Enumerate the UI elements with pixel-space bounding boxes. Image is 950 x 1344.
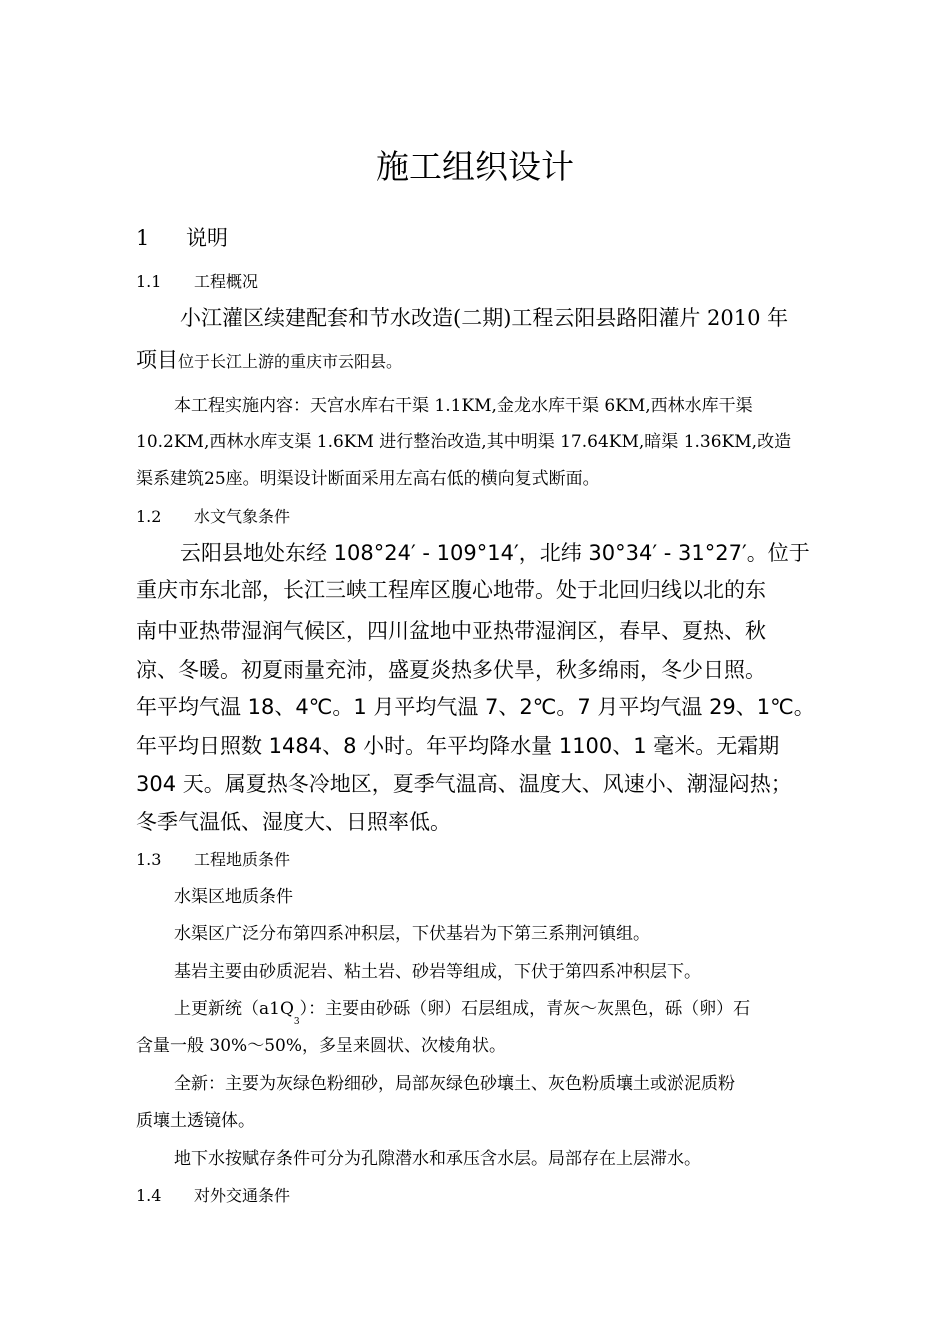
geology-line-3-b: ）：主要由砂砾（卵）石层组成，青灰～灰黑色，砾（卵）石 [299,999,751,1019]
page-title: 施工组织设计 [376,147,574,186]
section-1-3-heading: 工程地质条件 [194,850,291,869]
section-1-4-number: 1.4 [136,1186,162,1205]
geology-line-1: 水渠区广泛分布第四系冲积层，下伏基岩为下第三系荆河镇组。 [174,924,650,944]
section-1-number: 1 [136,226,150,250]
geology-line-3 [174,999,751,1027]
para2-line3: 渠系建筑25座。明渠设计断面采用左高右低的横向复式断面。 [136,469,600,489]
climate-line-7: 304 天。属夏热冬冷地区，夏季气温高、温度大、风速小、潮湿闷热； [136,772,792,796]
geology-line-7: 地下水按赋存条件可分为孔隙潜水和承压含水层。局部存在上层滞水。 [174,1149,701,1169]
geology-line-3-a: 上更新统（a1Q [174,999,294,1019]
geology-line-4: 含量一般 30%～50%，多呈来圆状、次棱角状。 [136,1036,506,1056]
section-1-heading: 说明 [186,226,228,250]
climate-line-3: 南中亚热带湿润气候区，四川盆地中亚热带湿润区，春早、夏热、秋 [136,619,766,643]
climate-line-1: 云阳县地处东经 108°24′ - 109°14′，北纬 30°34′ - 31°27′。位于 [180,541,810,565]
para1-line2 [136,350,402,371]
geology-line-5: 全新：主要为灰绿色粉细砂，局部灰绿色砂壤土、灰色粉质壤土或淤泥质粉 [174,1074,735,1094]
section-1-3-number: 1.3 [136,850,162,869]
climate-line-6: 年平均日照数 1484、8 小时。年平均降水量 1100、1 毫米。无霜期 [136,734,780,758]
climate-line-8: 冬季气温低、湿度大、日照率低。 [136,810,451,834]
climate-line-5: 年平均气温 18、4℃。1 月平均气温 7、2℃。7 月平均气温 29、1℃。 [136,695,815,719]
para1-line2-rest: 位于长江上游的重庆市云阳县。 [178,352,403,371]
para2-line1: 本工程实施内容：天宫水库右干渠 1.1KM,金龙水库干渠 6KM,西林水库干渠 [174,396,753,416]
geology-line-2: 基岩主要由砂质泥岩、粘土岩、砂岩等组成，下伏于第四系冲积层下。 [174,962,701,982]
section-1-1-number: 1.1 [136,272,162,291]
geology-line-6: 质壤土透镜体。 [136,1111,255,1131]
section-1-2-heading: 水文气象条件 [194,507,291,526]
para2-line2: 10.2KM,西林水库支渠 1.6KM 进行整治改造,其中明渠 17.64KM,暗渠 1.36KM,改造 [136,432,792,452]
geology-line-3-subscript: 3 [293,1017,300,1027]
geology-subheading: 水渠区地质条件 [174,887,293,907]
para1-line1: 小江灌区续建配套和节水改造(二期)工程云阳县路阳灌片 2010 年 [180,306,789,330]
section-1-4-heading: 对外交通条件 [194,1186,291,1205]
section-1-2-number: 1.2 [136,507,162,526]
para1-line2-big: 项目 [136,348,178,372]
section-1-1-heading: 工程概况 [194,272,259,291]
climate-line-2: 重庆市东北部，长江三峡工程库区腹心地带。处于北回归线以北的东 [136,578,766,602]
climate-line-4: 凉、冬暖。初夏雨量充沛，盛夏炎热多伏旱，秋多绵雨，冬少日照。 [136,658,766,682]
